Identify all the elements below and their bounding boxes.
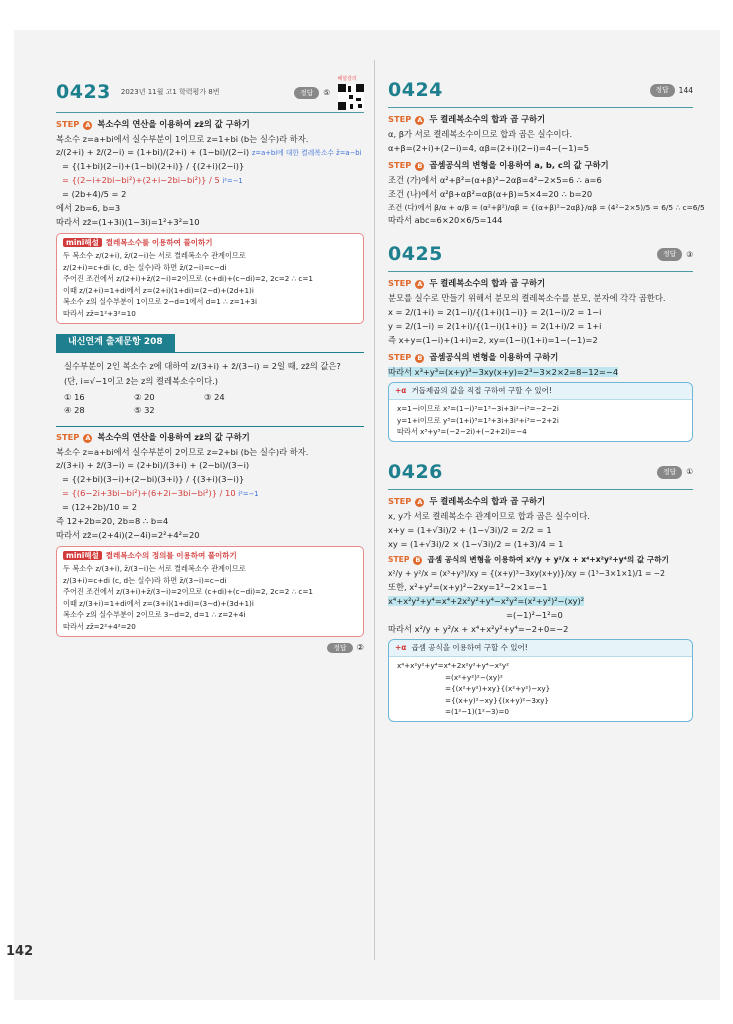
solution-line: x, y가 서로 켤레복소수 관계이므로 합과 곱은 실수이다. — [388, 510, 590, 521]
left-column — [56, 76, 364, 654]
solution-line: x+y = (1+√3i)/2 + (1−√3i)/2 = 2/2 = 1 — [388, 524, 552, 535]
solution-line: 조건 (다)에서 β/α + α/β = (α²+β²)/αβ = {(α+β)²−2αβ}/αβ = (4²−2×5)/5 = 6/5 ∴ c=6/5 — [388, 202, 705, 212]
step-title: 복소수의 연산을 이용하여 zz̄의 값 구하기 — [97, 118, 250, 129]
question-header-0423 — [56, 76, 364, 113]
mini-line: 이때 z/(3+i)=1+di에서 z=(3+i)(1+di)=(3−d)+(3d+1)i — [63, 598, 254, 608]
step-a-heading — [56, 118, 364, 131]
plus-line: x⁴+x²y²+y⁴=x⁴+2x²y²+y⁴−x²y² — [397, 661, 510, 671]
plus-alpha-body — [389, 400, 692, 441]
question-header-0424 — [388, 76, 693, 108]
step-a-icon: A — [417, 497, 423, 506]
answer-value: ⑤ — [323, 88, 330, 98]
solution-line: 따라서 x³+y³=(x+y)³−3xy(x+y)=2³−3×2×2=8−12=−4 — [388, 366, 619, 377]
step-a-icon: A — [85, 120, 91, 129]
step-a-icon: A — [85, 433, 91, 442]
solution-line: 따라서 zz̄=(1+3i)(1−3i)=1²+3²=10 — [56, 216, 200, 227]
question-number: 0425 — [388, 242, 443, 265]
solution-line: α+β=(2+i)+(2−i)=4, αβ=(2+i)(2−i)=4−(−1)=5 — [388, 143, 589, 154]
step-a-heading: STEP A 두 켤레복소수의 합과 곱 구하기 — [388, 114, 546, 125]
answer-badge: 정답 144 — [650, 84, 693, 97]
step-a-heading: STEP A 두 켤레복소수의 합과 곱 구하기 — [388, 495, 546, 506]
mini-line: 이때 z/(2+i)=1+di에서 z=(2+i)(1+di)=(2−d)+(2d+1)i — [63, 285, 254, 295]
mini-line: 두 복소수 z/(2+i), z̄/(2−i)는 서로 켤레복소수 관계이므로 — [63, 251, 246, 261]
qr-code-icon[interactable] — [338, 84, 364, 110]
question-number: 0424 — [388, 79, 443, 101]
choice: ① 16 — [64, 392, 85, 403]
choice: ⑤ 32 — [134, 405, 155, 416]
plus-alpha-body — [389, 657, 692, 721]
question-number: 0426 — [388, 460, 443, 483]
solution-line: y = 2/(1−i) = 2(1+i)/{(1−i)(1+i)} = 2(1+i)/2 = 1+i — [388, 320, 602, 331]
step-a-heading-2: STEP A 복소수의 연산을 이용하여 zz̄의 값 구하기 — [56, 431, 250, 442]
solution-line: 조건 (나)에서 α²β+αβ²=αβ(α+β)=5×4=20 ∴ b=20 — [388, 188, 593, 199]
answer-badge: 정답 ① — [657, 466, 693, 479]
i-squared-note: i²=−1 — [222, 177, 243, 186]
answer-badge — [294, 87, 330, 100]
qr-label: 해설강의 — [337, 76, 357, 82]
question-number: 0423 — [56, 81, 111, 104]
mini-line: 주어진 조건에서 z/(3+i)+z̄/(3−i)=2이므로 (c+di)+(c−di)=2, 2c=2 ∴ c=1 — [63, 587, 313, 597]
banner-label: 내신연계 출제문항 208 — [56, 334, 175, 352]
answer-label: 정답 — [294, 87, 319, 100]
choice: ③ 24 — [204, 392, 225, 403]
solution-line: x = 2/(1+i) = 2(1−i)/{(1+i)(1−i)} = 2(1−i)/2 = 1−i — [388, 307, 602, 318]
mini-box-title: mini해설 켤레복소수의 정의를 이용하여 풀이하기 — [63, 550, 357, 562]
choice: ② 20 — [134, 392, 155, 403]
mini-solution-box — [56, 233, 364, 325]
plus-line: 따라서 x³+y³=(−2−2i)+(−2+2i)=−4 — [397, 427, 527, 437]
plus-line: y=1+i이므로 y³=(1+i)³=1³+3i+3i²+i³=−2+2i — [397, 415, 559, 425]
question-header-0426 — [388, 458, 693, 490]
solution-line: = {(2+bi)(3−i)+(2−bi)(3+i)} / {(3+i)(3−i)} — [62, 474, 245, 485]
solution-line: x⁴+x²y²+y⁴=x⁴+2x²y²+y⁴−x²y²=(x²+y²)²−(xy)² — [388, 595, 585, 606]
solution-line: 즉 x+y=(1−i)+(1+i)=2, xy=(1−i)(1+i)=1−(−1)=2 — [388, 334, 598, 345]
step-b-icon: B — [413, 556, 422, 565]
step-label: STEP — [56, 118, 80, 129]
question-source: 2023년 11월 고1 학력평가 8번 — [120, 88, 220, 97]
mini-line: 복소수 z의 실수부분이 2이므로 3−d=2, d=1 ∴ z=2+4i — [63, 610, 246, 620]
step-a-heading: STEP A 두 켤레복소수의 합과 곱 구하기 — [388, 278, 546, 289]
answer-choices — [64, 391, 364, 418]
solution-line: 에서 2b=6, b=3 — [56, 202, 121, 213]
solution-line: 또한, x²+y²=(x+y)²−2xy=1²−2×1=−1 — [388, 581, 548, 592]
plus-alpha-box-2 — [388, 639, 693, 721]
solution-line: 조건 (가)에서 α²+β²=(α+β)²−2αβ=4²−2×5=6 ∴ a=6 — [388, 174, 602, 185]
plus-line: ={(x²+y²)+xy}{(x²+y²)−xy} — [445, 684, 551, 694]
mini-line: 주어진 조건에서 z/(2+i)+z̄/(2−i)=2이므로 (c+di)+(c−di)=2, 2c=2 ∴ c=1 — [63, 274, 313, 284]
right-column — [388, 76, 705, 726]
step-a-icon: A — [417, 116, 423, 125]
plus-alpha-title: +α 거듭제곱의 값을 직접 구하여 구할 수 있어! — [389, 383, 692, 400]
solution-line: =(−1)²−1²=0 — [506, 609, 563, 620]
solution-line: α, β가 서로 켤레복소수이므로 합과 곱은 실수이다. — [388, 129, 573, 140]
mini-line: 복소수 z의 실수부분이 1이므로 2−d=1에서 d=1 ∴ z=1+3i — [63, 297, 257, 307]
mini-box-title: mini해설 켤레복소수를 이용하여 풀이하기 — [63, 237, 357, 249]
step-b-heading: STEP B 곱셈 공식의 변형을 이용하여 x²/y + y²/x + x⁴+x²y²+y⁴의 값 구하기 — [388, 555, 669, 565]
solution-line: 복소수 z=a+bi에서 실수부분이 2이므로 z=2+bi (b는 실수)라 하자. — [56, 446, 309, 457]
answer-badge: 정답 ③ — [657, 248, 693, 261]
solution-line: 분모를 실수로 만들기 위해서 분모의 켤레복소수를 분모, 분자에 각각 곱한다. — [388, 293, 666, 304]
step-b-icon: B — [415, 354, 424, 363]
plus-line: x=1−i이므로 x³=(1−i)³=1³−3i+3i²−i³=−2−2i — [397, 404, 559, 413]
mini-line: z/(2+i)=c+di (c, d는 실수)라 하면 z̄/(2−i)=c−di — [63, 262, 227, 272]
end-answer: 정답 ② — [56, 641, 364, 654]
plus-line: =(1²−1)(1²−3)=0 — [445, 707, 509, 717]
qr-block[interactable] — [330, 76, 364, 110]
question-header-0425 — [388, 240, 693, 272]
plus-line: ={(x+y)²−xy}{(x+y)²−3xy} — [445, 695, 549, 705]
problem-line: (단, i=√−1이고 z̄는 z의 켤레복소수이다.) — [64, 376, 218, 387]
solution-line: 복소수 z=a+bi에서 실수부분이 1이므로 z=1+bi (b는 실수)라 하자. — [56, 133, 309, 144]
conjugate-note: z=a+bi에 대한 켤레복소수 z̄=a−bi — [251, 149, 362, 158]
related-problem-banner — [56, 334, 364, 353]
plus-alpha-title: +α 곱셈 공식을 이용하여 구할 수 있어! — [389, 640, 692, 657]
mini-line: 따라서 zz̄=1²+3²=10 — [63, 308, 136, 318]
mini-solution-box-2 — [56, 546, 364, 638]
solution-line: 따라서 x²/y + y²/x + x⁴+x²y²+y⁴=−2+0=−2 — [388, 623, 569, 634]
problem-line: 실수부분이 2인 복소수 z에 대하여 z/(3+i) + z̄/(3−i) = 2일 때, zz̄의 값은? — [64, 361, 341, 372]
step-b-heading: STEP B 곱셈공식의 변형을 이용하여 구하기 — [388, 351, 559, 362]
mini-line: 따라서 zz̄=2²+4²=20 — [63, 621, 136, 631]
solution-line: = {(2−i+2bi−bi²)+(2+i−2bi−bi²)} / 5 i²=−1 — [62, 175, 243, 186]
column-divider — [374, 60, 375, 960]
solution-line: = (12+2b)/10 = 2 — [62, 501, 137, 512]
solution-line: = (2b+4)/5 = 2 — [62, 189, 127, 200]
solution-line: = {(6−2i+3bi−bi²)+(6+2i−3bi−bi²)} / 10 i²=−1 — [62, 488, 259, 499]
choice: ④ 28 — [64, 405, 85, 416]
solution-line: 따라서 zz̄=(2+4i)(2−4i)=2²+4²=20 — [56, 529, 200, 540]
step-a-icon: A — [417, 280, 423, 289]
solution-line: 즉 12+2b=20, 2b=8 ∴ b=4 — [56, 515, 169, 526]
step-b-heading: STEP B 곱셈공식의 변형을 이용하여 a, b, c의 값 구하기 — [388, 160, 609, 171]
mini-line: 두 복소수 z/(3+i), z̄/(3−i)는 서로 켤레복소수 관계이므로 — [63, 564, 246, 574]
solution-line: z/(2+i) + z̄/(2−i) = (1+bi)/(2+i) + (1−bi)/(2−i) z=a+bi에 대한 켤레복소수 z̄=a−bi — [56, 147, 362, 158]
solution-line: x²/y + y²/x = (x³+y³)/xy = {(x+y)³−3xy(x+y)}/xy = (1³−3×1×1)/1 = −2 — [388, 569, 665, 579]
solution-line: z/(3+i) + z̄/(3−i) = (2+bi)/(3+i) + (2−bi)/(3−i) — [56, 460, 250, 471]
mini-line: z/(3+i)=c+di (c, d는 실수)라 하면 z̄/(3−i)=c−di — [63, 575, 227, 585]
plus-line: =(x²+y²)²−(xy)² — [445, 672, 503, 682]
solution-line: = {(1+bi)(2−i)+(1−bi)(2+i)} / {(2+i)(2−i)} — [62, 161, 245, 172]
problem-text — [64, 359, 364, 389]
plus-alpha-box — [388, 382, 693, 441]
step-b-icon: B — [415, 162, 424, 171]
solution-line: 따라서 abc=6×20×6/5=144 — [388, 215, 503, 226]
page-number: 142 — [6, 944, 34, 959]
solution-line: xy = (1+√3i)/2 × (1−√3i)/2 = (1+3)/4 = 1 — [388, 538, 564, 549]
